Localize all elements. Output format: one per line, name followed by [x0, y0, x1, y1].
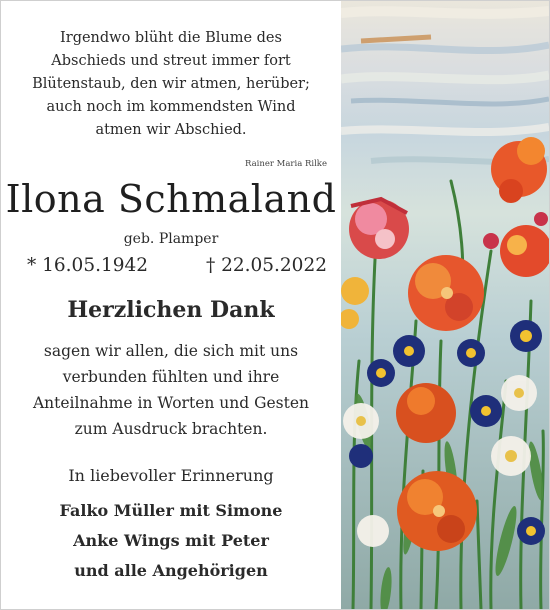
flower-painting: [341, 1, 549, 609]
birth-name: geb. Plamper: [123, 231, 219, 247]
thanks-heading: Herzlichen Dank: [67, 297, 275, 323]
signer-line: und alle Angehörigen: [74, 561, 268, 580]
signer-line: Falko Müller mit Simone: [59, 501, 283, 520]
poem-line: atmen wir Abschied.: [95, 122, 247, 138]
life-dates: [27, 255, 327, 276]
signer-line: Anke Wings mit Peter: [73, 531, 269, 550]
text-column: [1, 1, 341, 609]
poem-line: auch noch im kommendsten Wind: [46, 99, 296, 115]
poem-line: Abschieds und streut immer fort: [51, 53, 291, 69]
message-line: sagen wir allen, die sich mit uns: [43, 342, 299, 360]
message-line: verbunden fühlten und ihre: [62, 368, 280, 386]
death-date: † 22.05.2022: [205, 255, 327, 276]
signers: [1, 496, 341, 586]
poem-line: Blütenstaub, den wir atmen, herüber;: [32, 76, 310, 92]
deceased-name: Ilona Schmaland: [5, 177, 337, 221]
poem: [11, 27, 331, 142]
message-line: zum Ausdruck brachten.: [74, 420, 268, 438]
poem-line: Irgendwo blüht die Blume des: [60, 30, 282, 46]
poem-author: Rainer Maria Rilke: [245, 159, 327, 169]
message-line: Anteilnahme in Worten und Gesten: [32, 394, 309, 412]
thanks-message: [1, 338, 341, 442]
memory-line: In liebevoller Erinnerung: [68, 466, 274, 485]
birth-date: * 16.05.1942: [27, 255, 149, 276]
